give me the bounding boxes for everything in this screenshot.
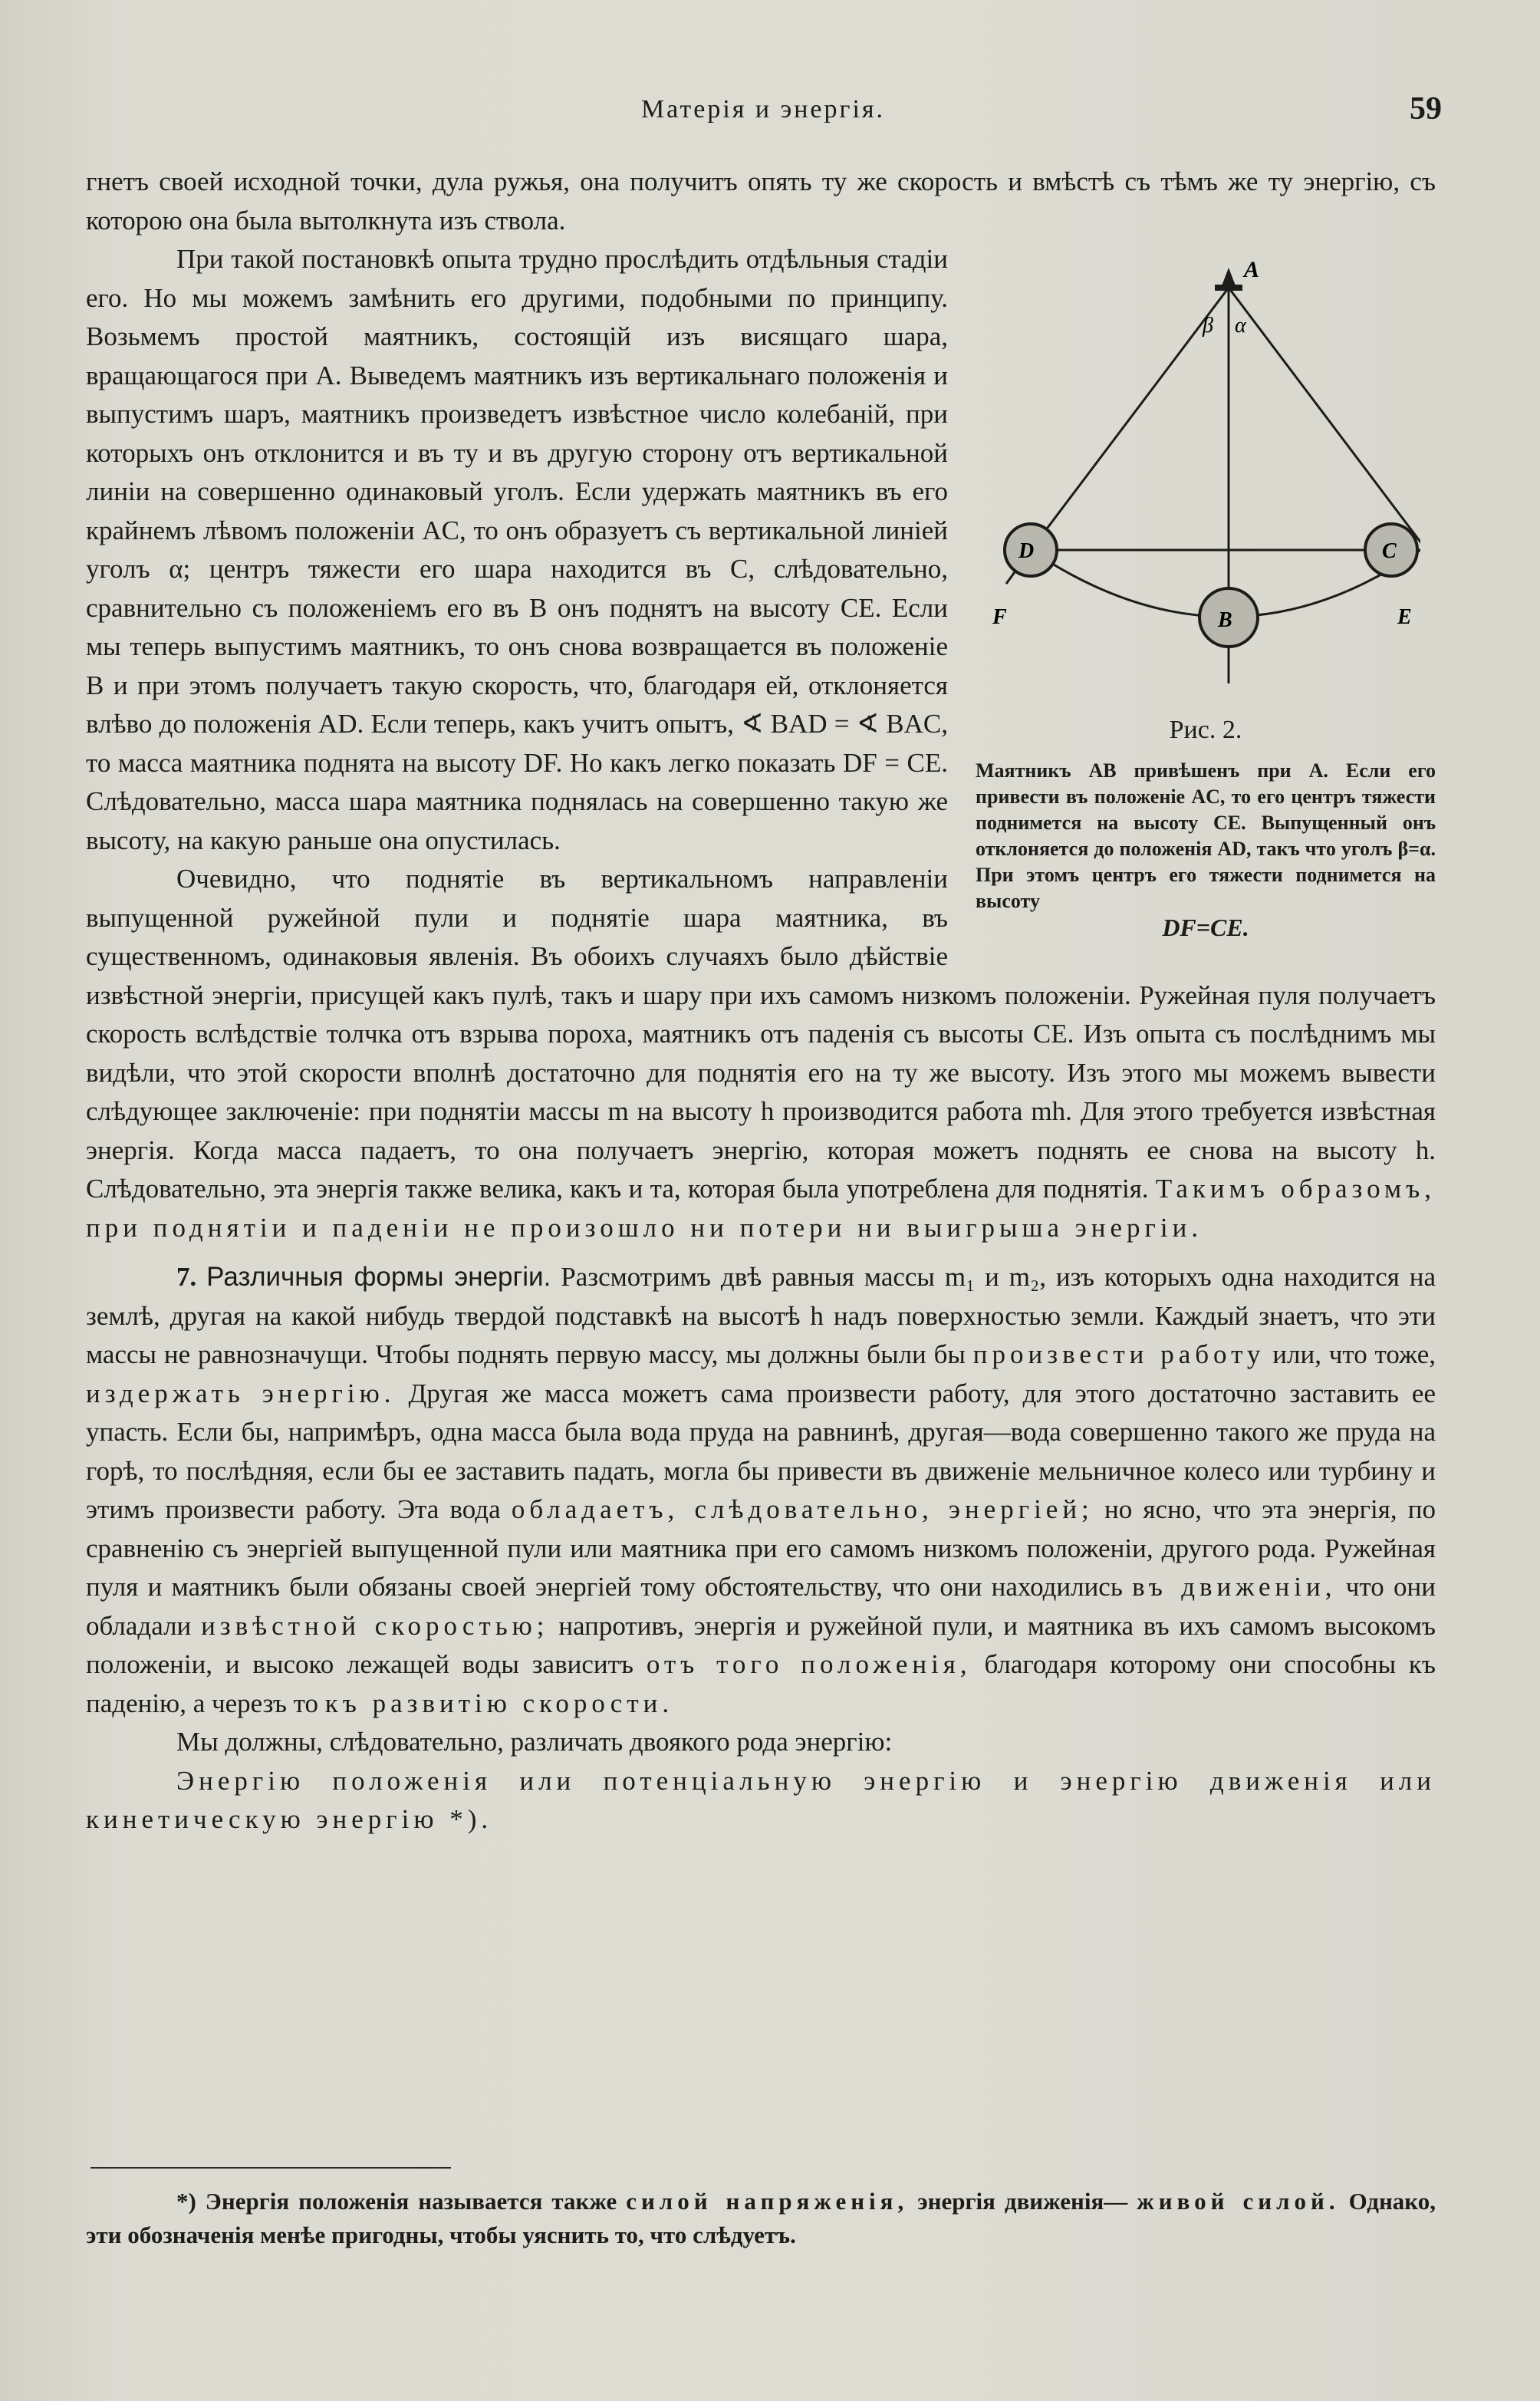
paragraph-continuation: гнетъ своей исходной точки, дула ружья, она получитъ опять ту же скорость и вмѣстѣ съ тѣмъ же ту энергію, съ которою она была вытолкнута изъ ствола. [86, 166, 1436, 235]
page-header [84, 91, 1442, 137]
emphasis-possesses: обладаетъ, слѣдовательно, энергіей; [511, 1494, 1094, 1524]
label-B: B [1218, 608, 1232, 632]
paragraph-comparison-text: Очевидно, что поднятіе въ вертикальномъ направленіи выпущенной ружейной пули и поднятіе шара маятника, въ существенномъ, одинаковыя явленія. Въ обоихъ случаяхъ было дѣйствіе извѣстной энергіи, присущей какъ пулѣ, такъ и шару при ихъ самомъ низкомъ положеніи. Ружейная пуля получаетъ скорость вслѣдствіе толчка отъ взрыва пороха, маятникъ отъ паденія съ высоты CE. Изъ опыта съ послѣднимъ мы видѣли, что этой скорости вполнѣ достаточно для поднятія его на ту же высоту. Изъ этого мы можемъ вывести слѣдующее заключеніе: при поднятіи массы m на высоту h производится работа mh. Для этого требуется извѣстная энергія. Когда масса падаетъ, то она получаетъ энергію, которая можетъ поднять ее снова на высоту h. Слѣдовательно, эта энергія также велика, какъ и та, которая была употреблена для поднятія. [86, 864, 1436, 1204]
section-text-b: или, что тоже, [1272, 1339, 1436, 1369]
section-text-g: благодаря которому они способны къ паденію, а черезъ то [86, 1649, 1436, 1718]
emphasis-work: произвести работу [972, 1339, 1265, 1369]
emphasis-development: къ развитію скорости. [324, 1688, 674, 1718]
figure-caption-text: Маятникъ AB привѣшенъ при A. Если его привести въ положеніе AC, то его центръ тяжести поднимется на высоту CE. Выпущенный онъ отклоняется до положенія AD, такъ что уголъ β=α. При этомъ центръ его тяжести поднимется на высоту [976, 759, 1436, 912]
label-C: C [1382, 539, 1397, 563]
label-A: A [1244, 257, 1260, 282]
emphasis-motion: въ движеніи, [1132, 1572, 1337, 1602]
footnote [86, 2185, 1436, 2252]
section-title: Различныя формы энергіи. [206, 1262, 551, 1292]
page-number: 59 [1410, 91, 1442, 127]
footnote-emphasis-b: живой силой. [1137, 2188, 1340, 2215]
emphasis-conclusion: Такимъ образомъ, при поднятіи и паденіи не произошло ни потери ни выигрыша энергіи. [86, 1174, 1436, 1243]
footnote-rule [90, 2167, 451, 2169]
section-text-f: напротивъ, энергія и ружейной пули, и маятника въ ихъ самомъ высокомъ положеніи, и высоко лежащей воды зависитъ [86, 1610, 1436, 1679]
label-D: D [1018, 539, 1035, 563]
footnote-text-a: *) Энергія положенія называется также [176, 2188, 617, 2215]
footnote-emphasis-a: силой напряженія, [626, 2188, 909, 2215]
paragraph-section-7 [86, 1258, 1436, 1723]
figure-caption [976, 758, 1436, 940]
section-text-e: что они обладали [86, 1572, 1436, 1641]
section-text-a: Разсмотримъ двѣ равныя массы m₁ и m₂, изъ которыхъ одна находится на землѣ, другая на какой нибудь твердой подставкѣ на высотѣ h надъ поверхностью земли. Каждый знаетъ, что эти массы не равнозначущи. Чтобы поднять первую массу, мы должны были бы [86, 1262, 1436, 1369]
paragraph-pendulum: При такой постановкѣ опыта трудно прослѣдить отдѣльныя стадіи его. Но мы можемъ замѣнить его другими, подобными по принципу. Возьмемъ простой маятникъ, состоящій изъ висящаго шара, вращающагося при A. Выведемъ маятникъ изъ вертикальнаго положенія и выпустимъ шаръ, маятникъ произведетъ извѣстное число колебаній, при которыхъ онъ отклонится и въ ту и въ другую сторону отъ вертикальной линіи на совершенно одинаковый уголъ. Если удержать маятникъ въ его крайнемъ лѣвомъ положеніи AC, то онъ образуетъ съ вертикальной линіей уголъ α; центръ тяжести его шара находится въ C, слѣдовательно, сравнительно съ положеніемъ его въ B онъ поднятъ на высоту CE. Если мы теперь выпустимъ маятникъ, то онъ снова возвращается въ положеніе B и при этомъ получаетъ такую скорость, что, благодаря ей, отклоняется влѣво до положенія AD. Если теперь, какъ учитъ опытъ, ∢ BAD = ∢ BAC, то масса маятника поднята на высоту DF. Но какъ легко показать DF = CE. Слѣдовательно, масса шара маятника поднялась на совершенно такую же высоту, на какую раньше она опустилась. [86, 244, 948, 855]
emphasis-position: отъ того положенія, [646, 1649, 972, 1679]
figure-label: Рис. 2. [1169, 716, 1242, 744]
emphasis-spend: издержать энергію. [86, 1378, 396, 1408]
section-number: 7. [176, 1262, 197, 1292]
paragraph-energy-kinds: Энергію положенія или потенціальную энергію и энергію движенія или кинетическую энергію *). [86, 1765, 1436, 1834]
footnote-text-c: Однако, эти обозначенія менѣе пригодны, чтобы уяснить то, что слѣдуетъ. [86, 2188, 1436, 2248]
figure-caption-last: DF=CE. [1162, 913, 1249, 941]
paragraph-two-kinds: Мы должны, слѣдовательно, различать двоякого рода энергію: [176, 1727, 893, 1757]
page-body [86, 163, 1436, 1839]
label-alpha: α [1235, 314, 1246, 338]
running-title: Матерія и энергія. [640, 95, 886, 124]
pendulum-diagram [991, 254, 1420, 706]
line-AD [1031, 288, 1229, 550]
pendulum-figure [976, 254, 1436, 940]
line-AC [1229, 288, 1420, 550]
label-E: E [1397, 605, 1412, 629]
emphasis-speed: извѣстной скоростью; [201, 1610, 549, 1641]
section-text-c: Другая же масса можетъ сама произвести работу, для этого достаточно заставить ее упасть. Если бы, напримѣръ, одна масса была вода пруда на равнинѣ, другая—вода совершенно такого же пруда на горѣ, то послѣдняя, если бы ее заставить падать, могла бы привести въ движеніе мельничное колесо или турбину и этимъ произвести работу. Эта вода [86, 1378, 1436, 1524]
section-text-d: но ясно, что эта энергія, по сравненію съ энергіей выпущенной пули или маятника при его самомъ низкомъ положеніи, другого рода. Ружейная пуля и маятникъ были обязаны своей энергіей тому обстоятельству, что они находились [86, 1494, 1436, 1602]
label-F: F [992, 605, 1007, 629]
footnote-text-b: энергія движенія— [917, 2188, 1128, 2215]
label-beta: β [1203, 314, 1213, 338]
